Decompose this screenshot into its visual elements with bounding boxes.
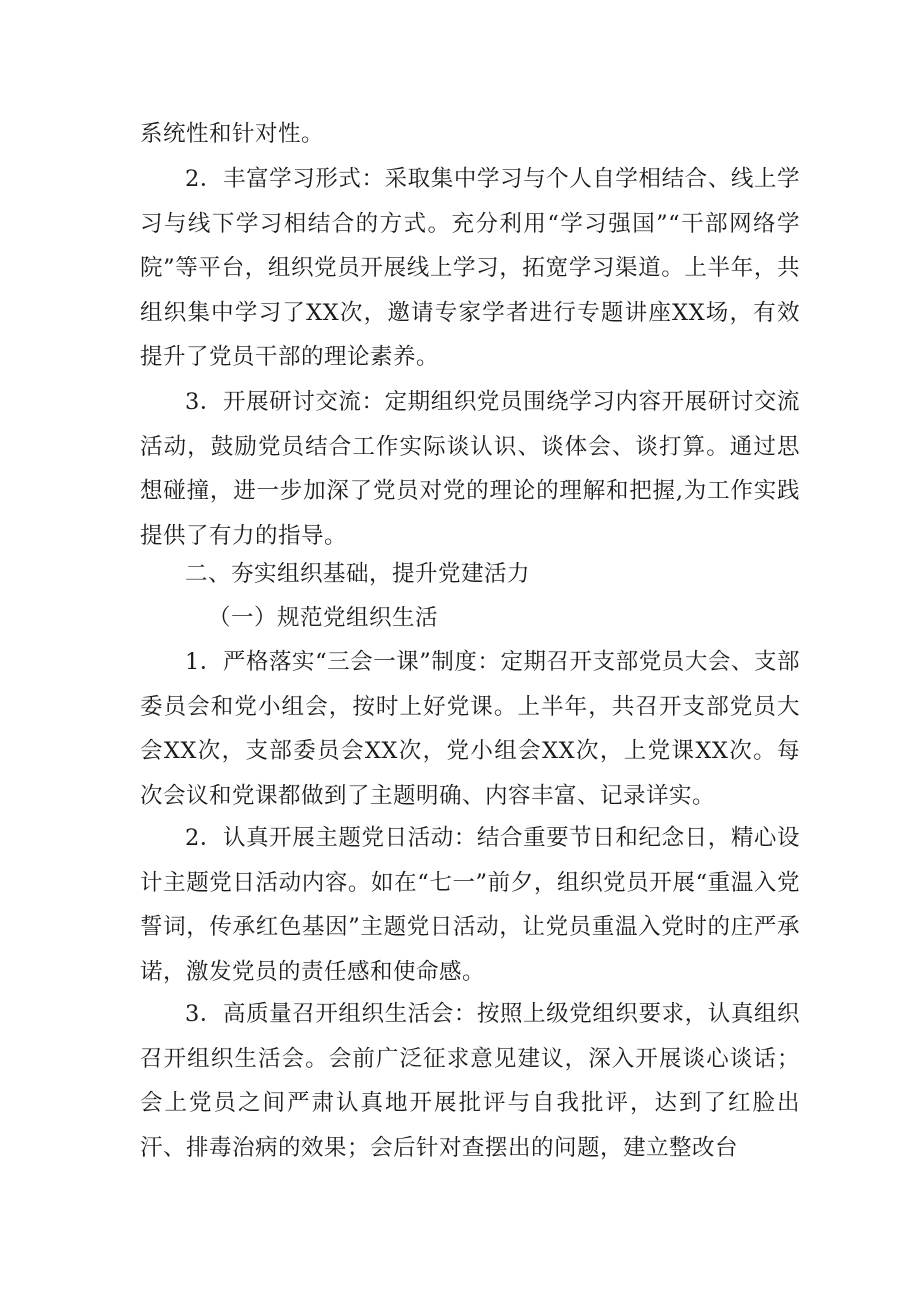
paragraph-item-theme-party-day: 2．认真开展主题党日活动：结合重要节日和纪念日，精心设计主题党日活动内容。如在“七一”前夕，组织党员开展“重温入党誓词，传承红色基因”主题党日活动，让党员重温入党时的庄严承诺，激发党员的责任感和使命感。 — [140, 825, 800, 985]
paragraph-continuation: 系统性和针对性。 — [140, 121, 325, 147]
paragraph-item-enrich-learning: 2．丰富学习形式：采取集中学习与个人自学相结合、线上学习与线下学习相结合的方式。充分利用“学习强国”“干部网络学院”等平台，组织党员开展线上学习，拓宽学习渠道。上半年，共组织集中学习了XX次，邀请专家学者进行专题讲座XX场，有效提升了党员干部的理论素养。 — [140, 166, 800, 370]
paragraph-item-seminar-exchange: 3．开展研讨交流：定期组织党员围绕学习内容开展研讨交流活动，鼓励党员结合工作实际谈认识、谈体会、谈打算。通过思想碰撞，进一步加深了党员对党的理论的理解和把握,为工作实践提供了有力的指导。 — [140, 389, 800, 549]
section-heading-two: 二、夯实组织基础，提升党建活力 — [185, 561, 531, 587]
paragraph-item-three-meetings: 1．严格落实“三会一课”制度：定期召开支部党员大会、支部委员会和党小组会，按时上好党课。上半年，共召开支部党员大会XX次，支部委员会XX次，党小组会XX次，上党课XX次。每次会议和党课都做到了主题明确、内容丰富、记录详实。 — [140, 649, 800, 809]
subsection-heading-one: （一）规范党组织生活 — [208, 605, 439, 631]
paragraph-item-organization-life-meeting: 3．高质量召开组织生活会：按照上级党组织要求，认真组织召开组织生活会。会前广泛征求意见建议，深入开展谈心谈话；会上党员之间严肃认真地开展批评与自我批评，达到了红脸出汗、排毒治病的效果；会后针对查摆出的问题，建立整改台 — [140, 1001, 800, 1161]
